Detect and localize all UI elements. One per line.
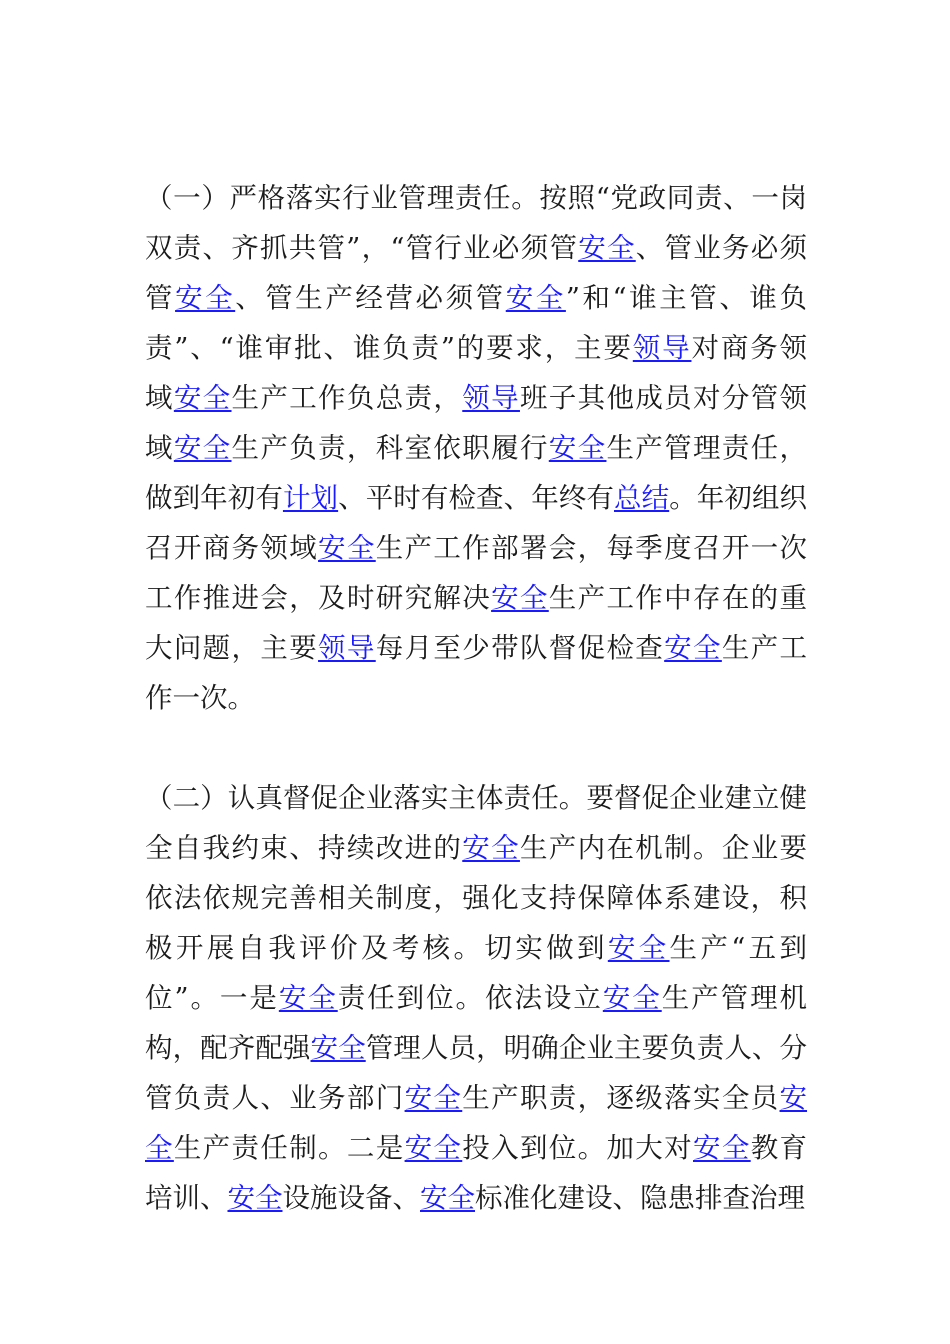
body-text: 生产工作中存在的重 bbox=[548, 582, 808, 614]
keyword-link[interactable]: 安全 bbox=[602, 982, 662, 1014]
text-line bbox=[145, 223, 807, 273]
keyword-link[interactable]: 安全 bbox=[607, 932, 670, 964]
body-text: 域 bbox=[145, 432, 174, 464]
body-text: 域 bbox=[145, 382, 174, 414]
keyword-link[interactable]: 安全 bbox=[404, 1132, 463, 1164]
body-text: 责任到位。依法设立 bbox=[337, 982, 603, 1014]
keyword-link[interactable]: 安全 bbox=[404, 1082, 463, 1114]
body-text: （一）严格落实行业管理责任。按照“党政同责、一岗 bbox=[145, 182, 807, 214]
text-line bbox=[145, 823, 807, 873]
keyword-link[interactable]: 安全 bbox=[173, 432, 232, 464]
keyword-link[interactable]: 安全 bbox=[664, 632, 722, 664]
text-line bbox=[145, 623, 807, 673]
body-text: 极开展自我评价及考核。切实做到 bbox=[145, 932, 608, 964]
text-line bbox=[145, 523, 807, 573]
body-text: 、管业务必须 bbox=[635, 232, 808, 264]
body-text: 每月至少带队督促检查 bbox=[375, 632, 665, 664]
body-text: 标准化建设、隐患排查治理 bbox=[475, 1182, 805, 1214]
text-line bbox=[145, 1123, 807, 1173]
keyword-link[interactable]: 安全 bbox=[310, 1032, 366, 1064]
keyword-link[interactable]: 安全 bbox=[318, 532, 376, 564]
paragraph-p2 bbox=[145, 773, 807, 1223]
keyword-link[interactable]: 安全 bbox=[462, 832, 520, 864]
body-text: 管负责人、业务部门 bbox=[145, 1082, 405, 1114]
body-text: 构，配齐配强 bbox=[145, 1032, 311, 1064]
text-line bbox=[145, 173, 807, 223]
text-line bbox=[145, 673, 807, 723]
body-text: 生产内在机制。企业要 bbox=[519, 832, 808, 864]
body-text: 生产职责，逐级落实全员 bbox=[462, 1082, 780, 1114]
body-text: 生产管理责任， bbox=[606, 432, 808, 464]
keyword-link[interactable]: 安全 bbox=[491, 582, 549, 614]
body-text: 生产工作部署会，每季度召开一次 bbox=[375, 532, 808, 564]
text-line bbox=[145, 423, 807, 473]
keyword-link[interactable]: 领导 bbox=[318, 632, 376, 664]
text-line bbox=[145, 923, 807, 973]
body-text: 生产责任制。二是 bbox=[173, 1132, 405, 1164]
body-text: 做到年初有 bbox=[145, 482, 283, 514]
body-text: 工作推进会，及时研究解决 bbox=[145, 582, 492, 614]
text-line bbox=[145, 973, 807, 1023]
keyword-link[interactable]: 安全 bbox=[278, 982, 338, 1014]
keyword-link[interactable]: 安全 bbox=[175, 282, 236, 314]
body-text: 生产“五到 bbox=[669, 932, 808, 964]
body-text: 、管生产经营必须管 bbox=[235, 282, 506, 314]
text-line bbox=[145, 873, 807, 923]
body-text: （二）认真督促企业落实主体责任。要督促企业建立健 bbox=[145, 782, 807, 814]
keyword-link[interactable]: 安全 bbox=[693, 1132, 751, 1164]
body-text: ”和“谁主管、谁负 bbox=[565, 282, 807, 314]
body-text: 班子其他成员对分管领 bbox=[519, 382, 808, 414]
document-page bbox=[145, 173, 807, 1223]
keyword-link[interactable]: 安 bbox=[779, 1082, 808, 1114]
body-text: 设施设备、 bbox=[282, 1182, 420, 1214]
body-text: 对商务领 bbox=[691, 332, 808, 364]
body-text: 教育 bbox=[750, 1132, 808, 1164]
body-text: 管 bbox=[145, 282, 176, 314]
body-text: 位”。一是 bbox=[145, 982, 279, 1014]
keyword-link[interactable]: 安全 bbox=[173, 382, 232, 414]
keyword-link[interactable]: 全 bbox=[145, 1132, 174, 1164]
keyword-link[interactable]: 安全 bbox=[505, 282, 566, 314]
keyword-link[interactable]: 安全 bbox=[548, 432, 607, 464]
keyword-link[interactable]: 安全 bbox=[227, 1182, 283, 1214]
body-text: 依法依规完善相关制度，强化支持保障体系建设，积 bbox=[145, 882, 807, 914]
body-text: 双责、齐抓共管”，“管行业必须管 bbox=[145, 232, 579, 264]
paragraph-p1 bbox=[145, 173, 807, 723]
keyword-link[interactable]: 安全 bbox=[578, 232, 636, 264]
text-line bbox=[145, 773, 807, 823]
text-line bbox=[145, 1073, 807, 1123]
body-text: 生产工作负总责， bbox=[231, 382, 463, 414]
keyword-link[interactable]: 领导 bbox=[462, 382, 520, 414]
body-text: 全自我约束、持续改进的 bbox=[145, 832, 463, 864]
body-text: 责”、“谁审批、谁负责”的要求，主要 bbox=[145, 332, 633, 364]
text-line bbox=[145, 373, 807, 423]
text-line bbox=[145, 473, 807, 523]
body-text: 召开商务领域 bbox=[145, 532, 319, 564]
body-text: 作一次。 bbox=[145, 682, 255, 714]
paragraph-gap bbox=[145, 723, 807, 773]
text-line bbox=[145, 323, 807, 373]
body-text: 生产工 bbox=[721, 632, 808, 664]
body-text: 生产管理机 bbox=[661, 982, 808, 1014]
text-line bbox=[145, 573, 807, 623]
body-text: 生产负责，科室依职履行 bbox=[231, 432, 549, 464]
body-text: 管理人员，明确企业主要负责人、分 bbox=[365, 1032, 808, 1064]
keyword-link[interactable]: 安全 bbox=[420, 1182, 475, 1214]
text-line bbox=[145, 1173, 807, 1223]
keyword-link[interactable]: 领导 bbox=[632, 332, 692, 364]
body-text: 投入到位。加大对 bbox=[462, 1132, 693, 1164]
keyword-link[interactable]: 总结 bbox=[614, 482, 670, 514]
text-line bbox=[145, 1023, 807, 1073]
body-text: 大问题，主要 bbox=[145, 632, 319, 664]
body-text: 培训、 bbox=[145, 1182, 228, 1214]
body-text: 。年初组织 bbox=[669, 482, 808, 514]
body-text: 、平时有检查、年终有 bbox=[338, 482, 614, 514]
text-line bbox=[145, 273, 807, 323]
keyword-link[interactable]: 计划 bbox=[282, 482, 339, 514]
